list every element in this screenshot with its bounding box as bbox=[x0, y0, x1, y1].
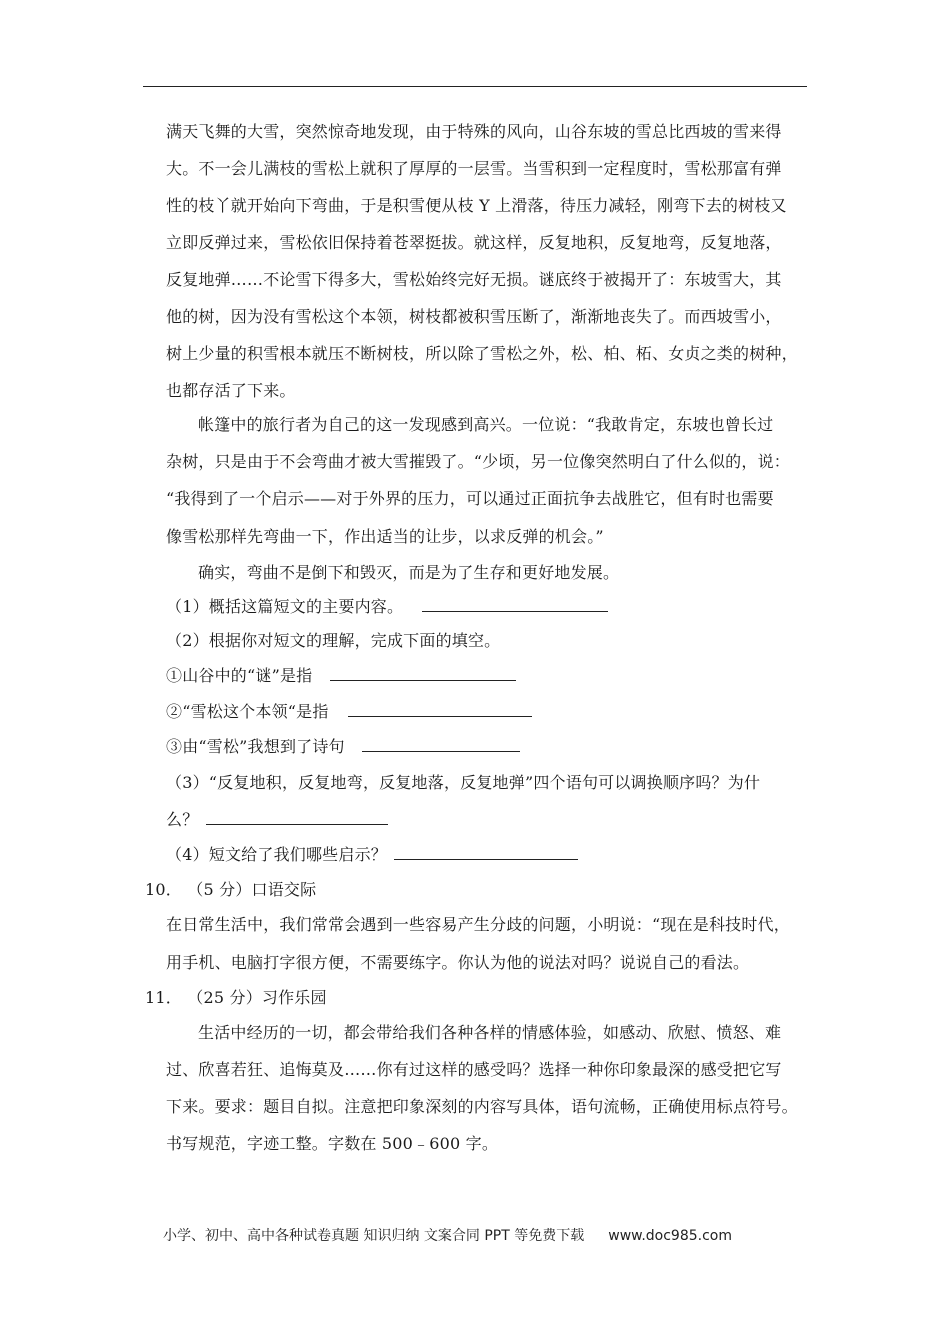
section-title: （25 分）习作乐园 bbox=[187, 988, 327, 1007]
section-11-line: 下来。要求：题目自拟。注意把印象深刻的内容写具体，语句流畅，正确使用标点符号。 bbox=[166, 1097, 798, 1116]
question-2b bbox=[166, 702, 532, 722]
question-4-text: （4）短文给了我们哪些启示？ bbox=[166, 845, 387, 864]
section-11-heading bbox=[145, 988, 327, 1008]
answer-blank-3[interactable] bbox=[206, 810, 388, 825]
question-4 bbox=[166, 845, 578, 865]
question-2c bbox=[166, 737, 520, 757]
section-10-line: 用手机、电脑打字很方便，不需要练字。你认为他的说法对吗？说说自己的看法。 bbox=[166, 953, 750, 972]
question-3-text: 么？ bbox=[166, 810, 199, 829]
section-number: 10． bbox=[145, 880, 182, 899]
answer-blank-2b[interactable] bbox=[348, 702, 532, 717]
passage-line: “我得到了一个启示——对于外界的压力，可以通过正面抗争去战胜它，但有时也需要 bbox=[166, 489, 774, 508]
section-11-line: 生活中经历的一切，都会带给我们各种各样的情感体验，如感动、欣慰、愤怒、难 bbox=[198, 1023, 782, 1042]
question-3: （3）“反复地积，反复地弯，反复地落，反复地弹”四个语句可以调换顺序吗？为什 bbox=[166, 773, 761, 792]
question-2a bbox=[166, 666, 516, 686]
question-3-cont bbox=[166, 810, 388, 830]
question-2a-text: ①山谷中的“谜”是指 bbox=[166, 666, 313, 685]
passage-line: 帐篷中的旅行者为自己的这一发现感到高兴。一位说：“我敢肯定，东坡也曾长过 bbox=[198, 415, 774, 434]
passage-line: 确实，弯曲不是倒下和毁灭，而是为了生存和更好地发展。 bbox=[198, 563, 620, 582]
answer-blank-1[interactable] bbox=[422, 597, 608, 612]
section-10-heading bbox=[145, 880, 316, 900]
passage-line: 也都存活了下来。 bbox=[166, 381, 296, 400]
passage-line: 树上少量的积雪根本就压不断树枝，所以除了雪松之外，松、柏、柘、女贞之类的树种， bbox=[166, 344, 798, 363]
passage-line: 反复地弹……不论雪下得多大，雪松始终完好无损。谜底终于被揭开了：东坡雪大，其 bbox=[166, 270, 782, 289]
passage-line: 大。不一会儿满枝的雪松上就积了厚厚的一层雪。当雪积到一定程度时，雪松那富有弹 bbox=[166, 159, 782, 178]
answer-blank-2c[interactable] bbox=[362, 737, 520, 752]
question-2c-text: ③由“雪松”我想到了诗句 bbox=[166, 737, 345, 756]
footer-url[interactable]: www.doc985.com bbox=[608, 1228, 732, 1244]
passage-line: 立即反弹过来，雪松依旧保持着苍翠挺拔。就这样，反复地积，反复地弯，反复地落， bbox=[166, 233, 782, 252]
question-2: （2）根据你对短文的理解，完成下面的填空。 bbox=[166, 631, 501, 650]
answer-blank-2a[interactable] bbox=[330, 666, 516, 681]
passage-line: 杂树，只是由于不会弯曲才被大雪摧毁了。“少顷，另一位像突然明白了什么似的，说： bbox=[166, 452, 790, 471]
page-footer bbox=[163, 1227, 732, 1245]
answer-blank-4[interactable] bbox=[394, 845, 578, 860]
section-number: 11． bbox=[145, 988, 182, 1007]
section-11-line: 书写规范，字迹工整。字数在 500﹣600 字。 bbox=[166, 1134, 499, 1153]
question-1-text: （1）概括这篇短文的主要内容。 bbox=[166, 597, 404, 616]
passage-line: 性的枝丫就开始向下弯曲，于是积雪便从枝 Y 上滑落，待压力减轻，刚弯下去的树枝又 bbox=[166, 196, 787, 215]
question-1 bbox=[166, 597, 608, 617]
passage-line: 满天飞舞的大雪，突然惊奇地发现，由于特殊的风向，山谷东坡的雪总比西坡的雪来得 bbox=[166, 122, 782, 141]
passage-line: 他的树，因为没有雪松这个本领，树枝都被积雪压断了，渐渐地丧失了。而西坡雪小， bbox=[166, 307, 782, 326]
header-rule bbox=[143, 86, 807, 87]
section-11-line: 过、欣喜若狂、追悔莫及……你有过这样的感受吗？选择一种你印象最深的感受把它写 bbox=[166, 1060, 782, 1079]
question-2b-text: ②“雪松这个本领“是指 bbox=[166, 702, 329, 721]
section-title: （5 分）口语交际 bbox=[187, 880, 317, 899]
section-10-line: 在日常生活中，我们常常会遇到一些容易产生分歧的问题，小明说：“现在是科技时代， bbox=[166, 915, 790, 934]
footer-text: 小学、初中、高中各种试卷真题 知识归纳 文案合同 PPT 等免费下载 bbox=[163, 1228, 585, 1244]
passage-line: 像雪松那样先弯曲一下，作出适当的让步，以求反弹的机会。” bbox=[166, 527, 604, 546]
